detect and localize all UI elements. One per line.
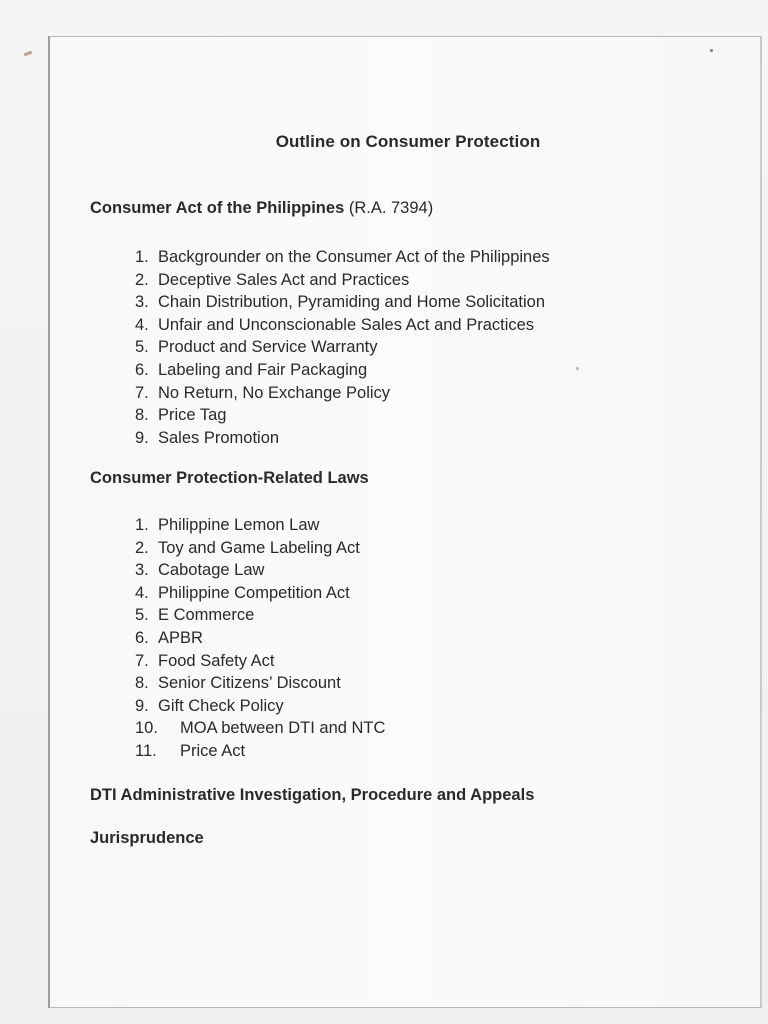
section-heading-suffix: (R.A. 7394) bbox=[344, 199, 434, 217]
list-item-text: Senior Citizens’ Discount bbox=[158, 674, 341, 693]
list-item bbox=[135, 695, 385, 718]
list-item-number: 5. bbox=[135, 338, 149, 357]
list-item-number: 2. bbox=[135, 538, 149, 557]
list-item-number: 8. bbox=[135, 406, 149, 425]
list-item-text: Chain Distribution, Pyramiding and Home Solicitation bbox=[158, 293, 546, 312]
list-item bbox=[135, 672, 385, 695]
section-heading-jurisprudence: Jurisprudence bbox=[90, 829, 204, 847]
list-item-number: 2. bbox=[135, 270, 149, 289]
list-item-text: Cabotage Law bbox=[158, 561, 265, 580]
list-item bbox=[135, 246, 550, 269]
list-item-number: 10. bbox=[135, 719, 158, 738]
dust-speck bbox=[710, 49, 713, 52]
list-item bbox=[135, 514, 385, 537]
list-item-number: 6. bbox=[135, 360, 149, 379]
list-item-text: E Commerce bbox=[158, 606, 255, 625]
list-item bbox=[135, 269, 550, 292]
list-item-text: Price Tag bbox=[158, 406, 227, 425]
list-item-text: Food Safety Act bbox=[158, 651, 275, 670]
list-item-number: 3. bbox=[135, 293, 149, 312]
list-item-text: Deceptive Sales Act and Practices bbox=[158, 270, 410, 289]
list-item-number: 3. bbox=[135, 561, 149, 580]
list-item bbox=[135, 359, 550, 382]
list-item bbox=[135, 740, 385, 763]
list-item-text: Unfair and Unconscionable Sales Act and Practices bbox=[158, 315, 535, 334]
list-item-text: Product and Service Warranty bbox=[158, 338, 378, 357]
section-heading-dti-investigation: DTI Administrative Investigation, Procedure and Appeals bbox=[90, 786, 535, 804]
list-item-number: 4. bbox=[135, 315, 149, 334]
list-item bbox=[135, 559, 385, 582]
list-item-number: 7. bbox=[135, 651, 149, 670]
list-item-text: APBR bbox=[158, 628, 203, 647]
list-item-text: Backgrounder on the Consumer Act of the Philippines bbox=[158, 248, 550, 266]
list-item bbox=[135, 627, 385, 650]
document-title: Outline on Consumer Protection bbox=[275, 132, 541, 151]
section-heading-consumer-act bbox=[90, 199, 433, 218]
section-heading-related-laws: Consumer Protection-Related Laws bbox=[90, 469, 369, 487]
list-item-text: Sales Promotion bbox=[158, 428, 280, 447]
list-item-number: 1. bbox=[135, 516, 149, 534]
list-item bbox=[135, 427, 550, 450]
list-item bbox=[135, 582, 385, 605]
list-item-number: 7. bbox=[135, 383, 149, 402]
list-item bbox=[135, 336, 550, 359]
list-item-number: 8. bbox=[135, 674, 149, 693]
list-item bbox=[135, 404, 550, 427]
list-item-text: Gift Check Policy bbox=[158, 696, 284, 715]
list-item bbox=[135, 291, 550, 314]
list-item-number: 1. bbox=[135, 248, 149, 266]
list-item-number: 5. bbox=[135, 606, 149, 625]
list-item-text: Toy and Game Labeling Act bbox=[158, 538, 360, 557]
list-item-text: MOA between DTI and NTC bbox=[180, 719, 386, 738]
list-item-number: 4. bbox=[135, 583, 149, 602]
consumer-act-topics-list bbox=[135, 246, 550, 449]
list-item bbox=[135, 314, 550, 337]
section-heading-text: Consumer Act of the Philippines bbox=[90, 199, 345, 217]
list-item-number: 9. bbox=[135, 428, 149, 447]
list-item-number: 6. bbox=[135, 628, 149, 647]
list-item-text: Philippine Competition Act bbox=[158, 583, 350, 602]
list-item bbox=[135, 382, 550, 405]
list-item bbox=[135, 537, 385, 560]
list-item-text: Philippine Lemon Law bbox=[158, 516, 320, 534]
list-item-text: Labeling and Fair Packaging bbox=[158, 360, 368, 379]
dust-speck bbox=[576, 367, 579, 370]
list-item-text: Price Act bbox=[180, 741, 246, 760]
list-item-number: 9. bbox=[135, 696, 149, 715]
list-item bbox=[135, 604, 385, 627]
list-item bbox=[135, 650, 385, 673]
list-item-text: No Return, No Exchange Policy bbox=[158, 383, 391, 402]
list-item-number: 11. bbox=[135, 741, 157, 760]
related-laws-list bbox=[135, 514, 385, 763]
list-item bbox=[135, 717, 385, 740]
